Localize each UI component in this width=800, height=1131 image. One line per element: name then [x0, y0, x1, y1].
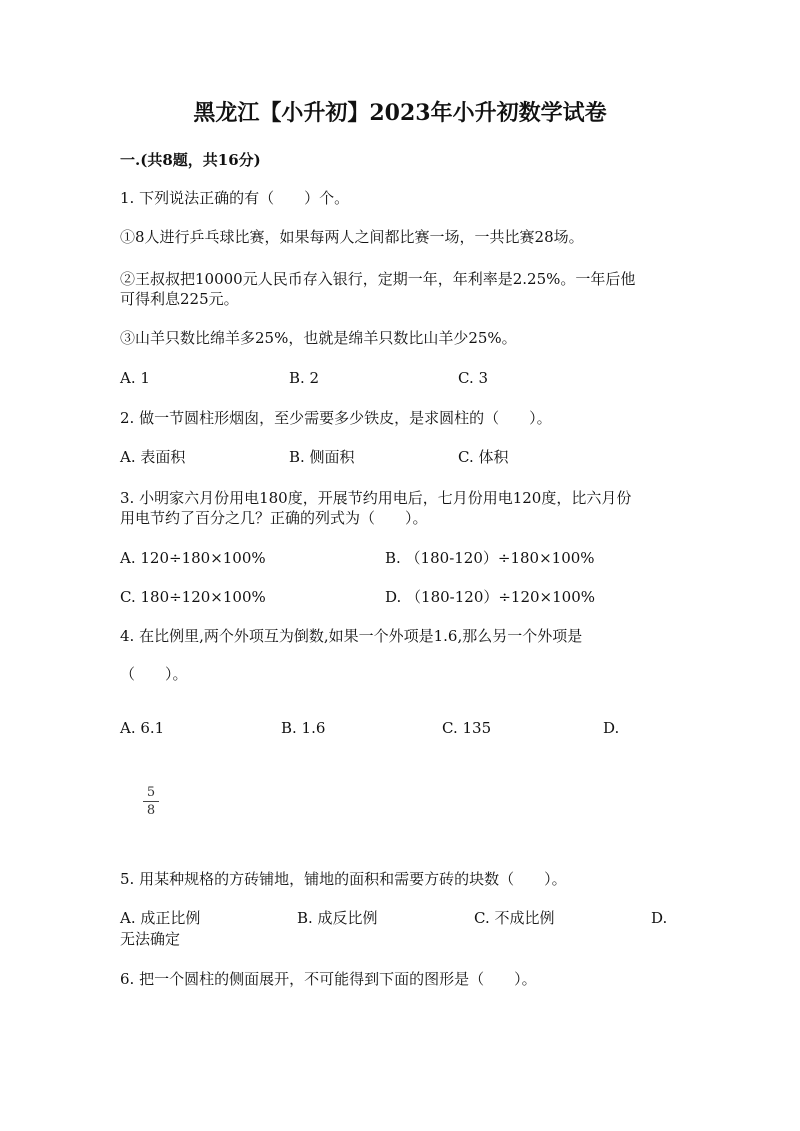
- question-1-option-a: A. 1: [120, 369, 150, 387]
- fraction-five-eighths: [143, 786, 159, 818]
- question-5-option-c: C. 不成比例: [474, 909, 555, 927]
- question-1-option-b: B. 2: [289, 369, 320, 387]
- question-4-line-2: （ ）。: [120, 665, 188, 683]
- question-6-stem: 6. 把一个圆柱的侧面展开，不可能得到下面的图形是（ ）。: [120, 970, 537, 988]
- section-heading: 一.(共8题，共16分): [120, 151, 261, 169]
- question-2-stem: 2. 做一节圆柱形烟囱，至少需要多少铁皮，是求圆柱的（ ）。: [120, 409, 552, 427]
- question-1-statement-1: ①8人进行乒乓球比赛，如果每两人之间都比赛一场，一共比赛28场。: [120, 228, 584, 246]
- question-5-option-b: B. 成反比例: [297, 909, 378, 927]
- exam-title: 黑龙江【小升初】2023年小升初数学试卷: [193, 100, 607, 126]
- question-2-option-c: C. 体积: [458, 448, 509, 466]
- question-4-line-1: 4. 在比例里,两个外项互为倒数,如果一个外项是1.6,那么另一个外项是: [120, 627, 583, 645]
- question-1-option-c: C. 3: [458, 369, 489, 387]
- question-3-line-2: 用电节约了百分之几？正确的列式为（ ）。: [120, 509, 428, 527]
- question-2-option-a: A. 表面积: [120, 448, 186, 466]
- question-3-option-b: B. （180-120）÷180×100%: [385, 549, 595, 567]
- question-1-stem: 1. 下列说法正确的有（ ）个。: [120, 189, 350, 207]
- question-1-statement-2-line-2: 可得利息225元。: [120, 290, 239, 308]
- question-4-option-b: B. 1.6: [281, 719, 326, 737]
- question-5-option-d-text: 无法确定: [120, 930, 181, 948]
- question-3-option-c: C. 180÷120×100%: [120, 588, 266, 606]
- question-1-statement-2-line-1: ②王叔叔把10000元人民币存入银行，定期一年，年利率是2.25%。一年后他: [120, 270, 636, 288]
- question-5-stem: 5. 用某种规格的方砖铺地，铺地的面积和需要方砖的块数（ ）。: [120, 870, 567, 888]
- question-4-option-a: A. 6.1: [120, 719, 165, 737]
- question-4-option-c: C. 135: [442, 719, 492, 737]
- question-1-statement-3: ③山羊只数比绵羊多25%，也就是绵羊只数比山羊少25%。: [120, 329, 517, 347]
- fraction-bar: [143, 801, 159, 802]
- question-5-option-d: D.: [651, 909, 668, 927]
- fraction-denominator: 8: [146, 803, 156, 818]
- fraction-numerator: 5: [146, 785, 156, 800]
- question-4-option-d: D.: [603, 719, 620, 737]
- question-3-option-a: A. 120÷180×100%: [120, 549, 266, 567]
- question-3-option-d: D. （180-120）÷120×100%: [385, 588, 596, 606]
- question-2-option-b: B. 侧面积: [289, 448, 355, 466]
- question-3-line-1: 3. 小明家六月份用电180度，开展节约用电后，七月份用电120度，比六月份: [120, 489, 632, 507]
- question-5-option-a: A. 成正比例: [120, 909, 201, 927]
